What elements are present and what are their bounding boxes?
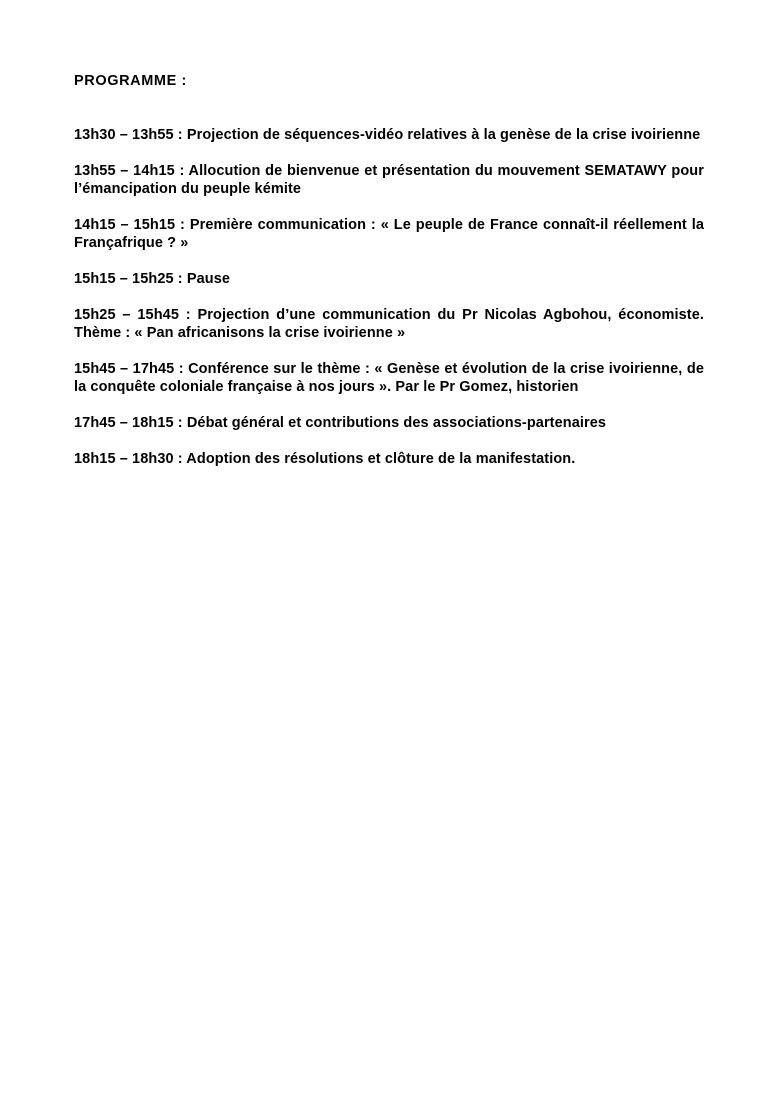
programme-item: 18h15 – 18h30 : Adoption des résolutions et clôture de la manifestation. [74,451,576,467]
programme-item: 15h45 – 17h45 : Conférence sur le thème : « Genèse et évolution de la crise ivoirienne, de la conquête coloniale française à nos jours ». Par le Pr Gomez, historien [74,361,704,395]
programme-item: 15h15 – 15h25 : Pause [74,271,231,287]
programme-item: 15h25 – 15h45 : Projection d’une communication du Pr Nicolas Agbohou, économiste. Thème : « Pan africanisons la crise ivoirienne » [74,307,704,341]
page-title: PROGRAMME : [74,73,187,89]
programme-item: 17h45 – 18h15 : Débat général et contributions des associations-partenaires [74,415,607,431]
programme-item: 14h15 – 15h15 : Première communication : « Le peuple de France connaît-il réellement la Françafrique ? » [74,217,704,251]
programme-item: 13h30 – 13h55 : Projection de séquences-vidéo relatives à la genèse de la crise ivoirienne [74,127,701,143]
document-page [74,72,704,486]
programme-item: 13h55 – 14h15 : Allocution de bienvenue et présentation du mouvement SEMATAWY pour l’émancipation du peuple kémite [74,163,704,197]
